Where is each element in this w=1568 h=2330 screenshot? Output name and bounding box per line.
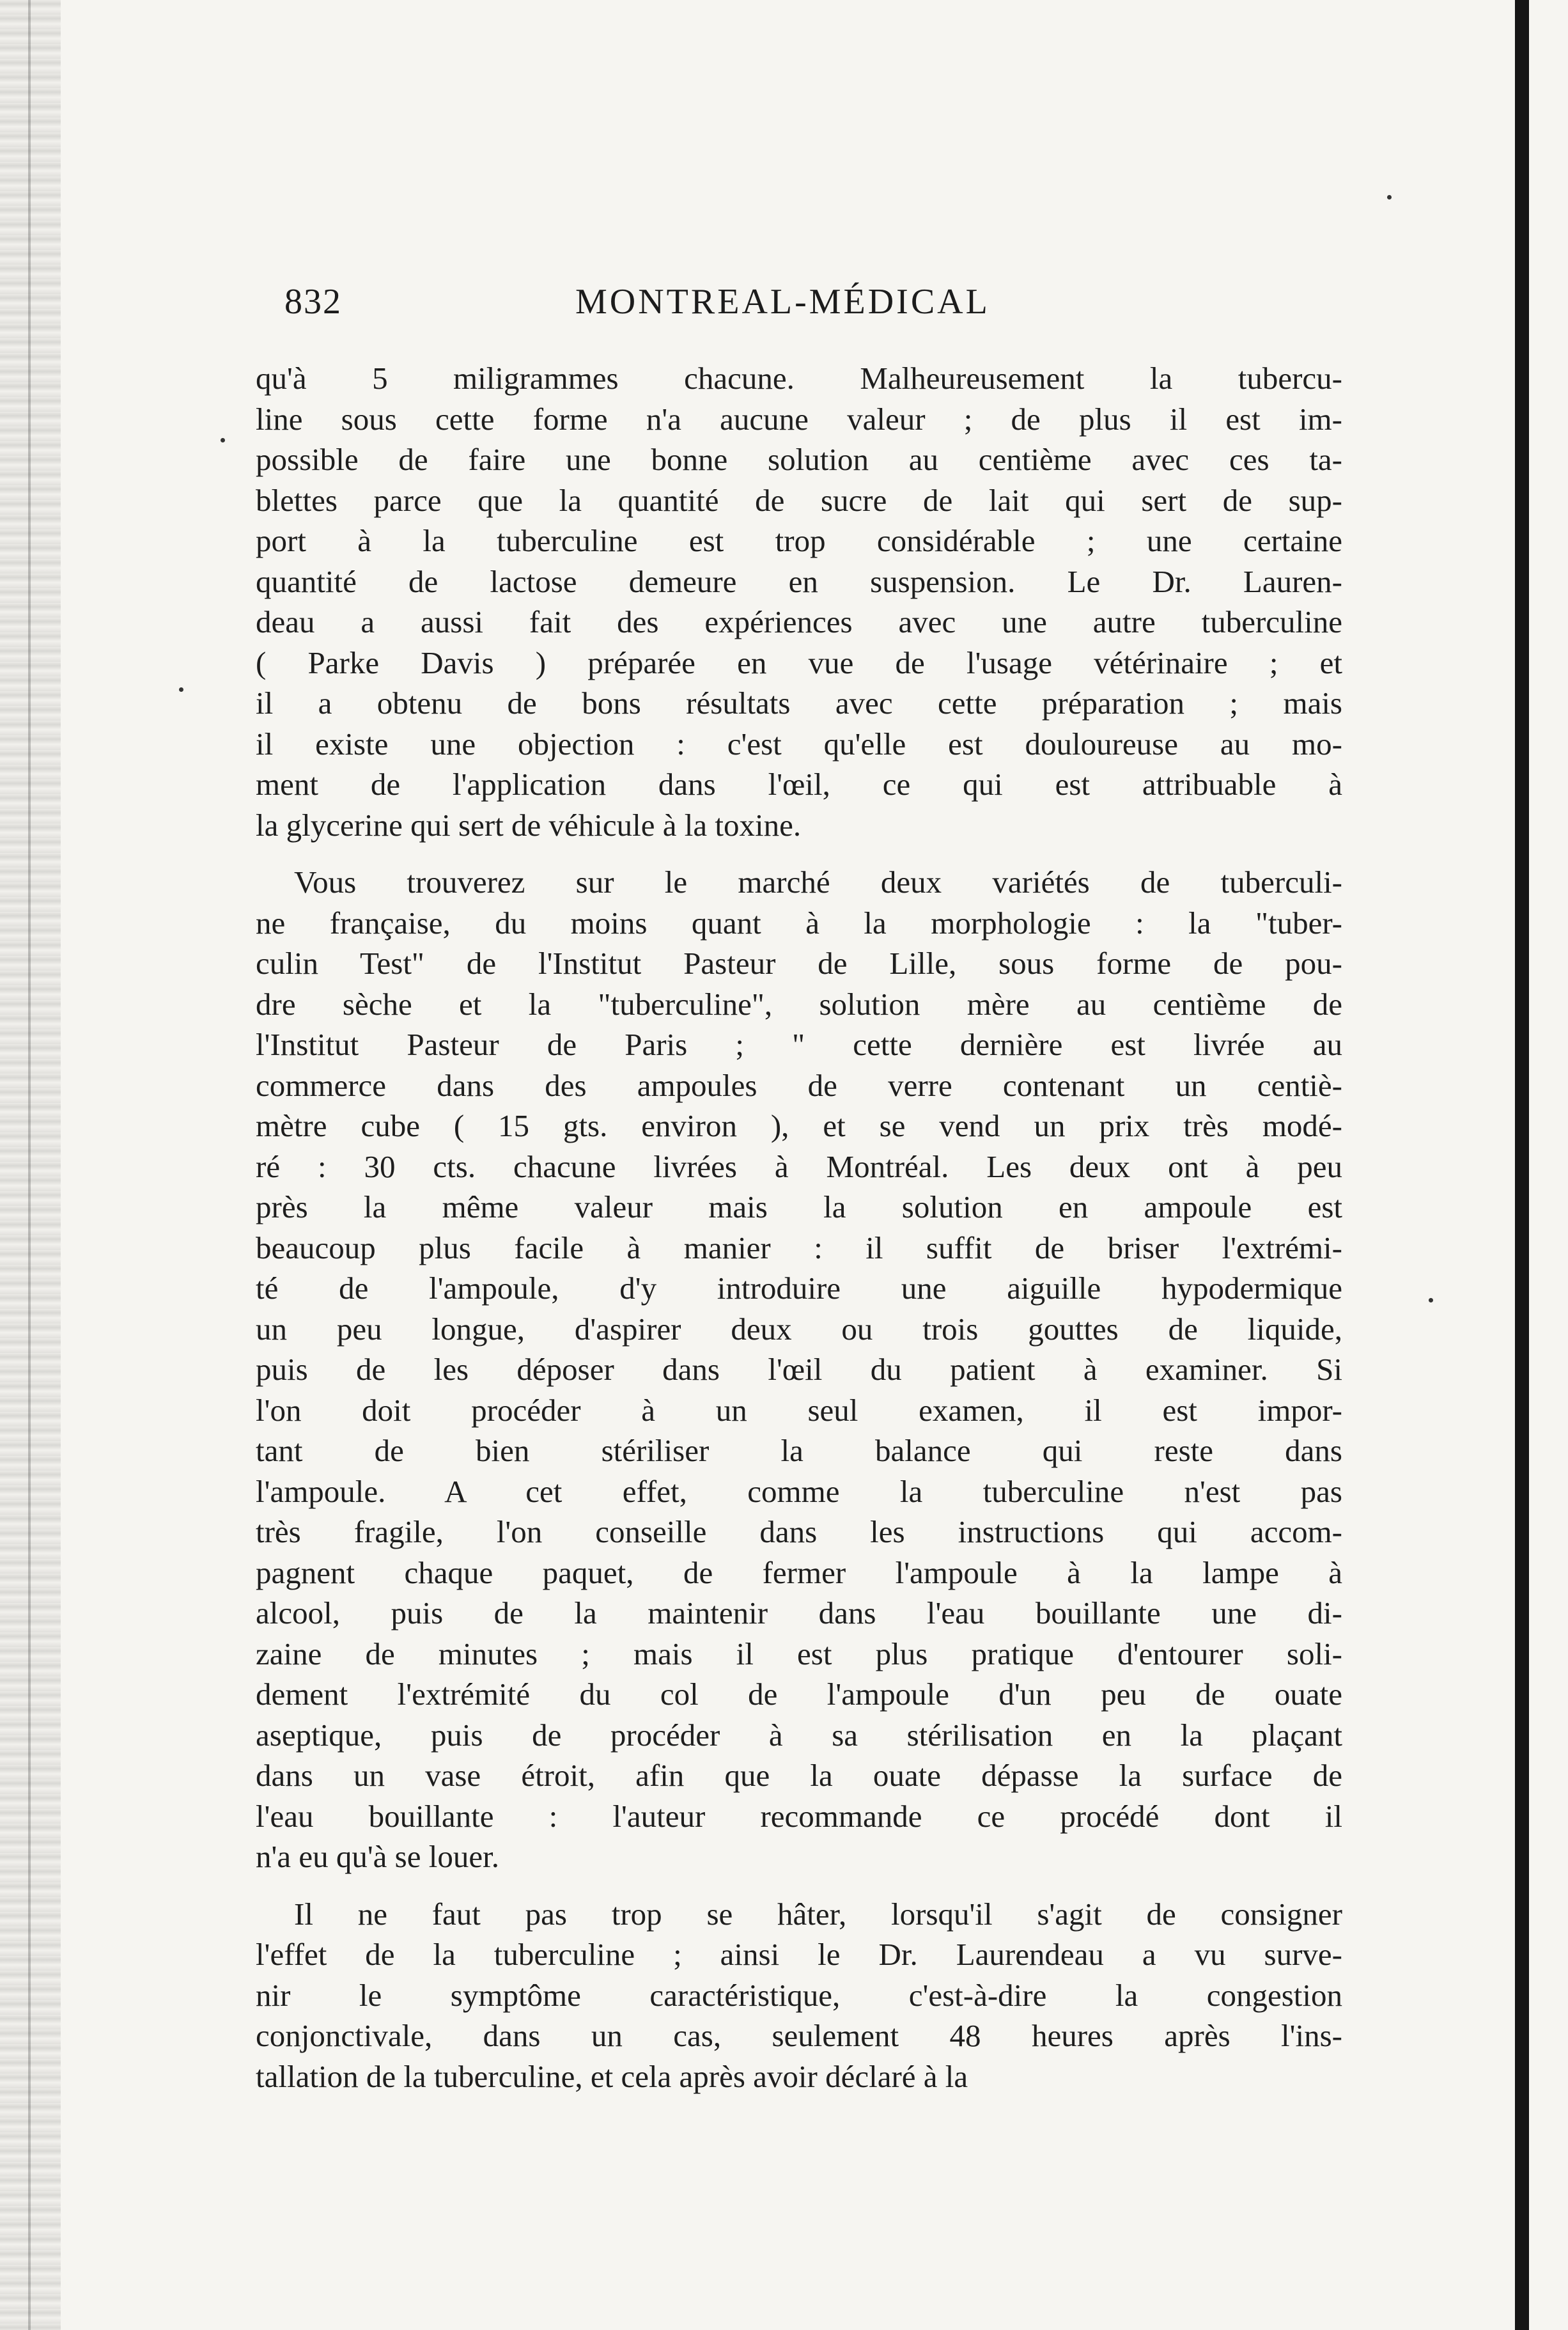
- text-line: il existe une objection : c'est qu'elle est douloureuse au mo-: [256, 726, 1342, 762]
- text-line: dement l'extrémité du col de l'ampoule d'un peu de ouate: [256, 1677, 1342, 1712]
- ink-speck: [221, 438, 225, 442]
- paragraph: [256, 1894, 1342, 2097]
- text-line: Il ne faut pas trop se hâter, lorsqu'il s'agit de consigner: [294, 1896, 1342, 1932]
- text-line: ( Parke Davis ) préparée en vue de l'usage vétérinaire ; et: [256, 645, 1342, 680]
- text-line: nir le symptôme caractéristique, c'est-à-dire la congestion: [256, 1977, 1342, 2013]
- article-body: [256, 358, 1342, 2097]
- page-number: 832: [284, 282, 342, 322]
- text-line: l'ampoule. A cet effet, comme la tuberculine n'est pas: [256, 1473, 1342, 1509]
- text-line: tant de bien stériliser la balance qui reste dans: [256, 1433, 1342, 1468]
- text-line: un peu longue, d'aspirer deux ou trois gouttes de liquide,: [256, 1311, 1342, 1347]
- text-line: ment de l'application dans l'œil, ce qui est attribuable à: [256, 767, 1342, 802]
- page-header: [284, 281, 1000, 332]
- text-line: alcool, puis de la maintenir dans l'eau bouillante une di-: [256, 1595, 1342, 1630]
- paragraph-gap: [256, 1877, 1342, 1894]
- text-line: qu'à 5 miligrammes chacune. Malheureusement la tubercu-: [256, 361, 1342, 396]
- text-line: ne française, du moins quant à la morphologie : la "tuber-: [256, 905, 1342, 941]
- text-line: l'effet de la tuberculine ; ainsi le Dr. Laurendeau a vu surve-: [256, 1937, 1342, 1972]
- paragraph: [256, 862, 1342, 1877]
- text-line: té de l'ampoule, d'y introduire une aiguille hypodermique: [256, 1271, 1342, 1306]
- ink-speck: [1387, 195, 1392, 199]
- scan-border: [1515, 0, 1529, 2330]
- text-line: près la même valeur mais la solution en ampoule est: [256, 1189, 1342, 1224]
- text-line: Vous trouverez sur le marché deux variétés de tuberculi-: [294, 864, 1342, 900]
- text-line: il a obtenu de bons résultats avec cette préparation ; mais: [256, 685, 1342, 721]
- running-head: MONTREAL-MÉDICAL: [575, 282, 990, 322]
- text-line: la glycerine qui sert de véhicule à la toxine.: [256, 807, 802, 843]
- text-line: très fragile, l'on conseille dans les instructions qui accom-: [256, 1514, 1342, 1549]
- text-line: possible de faire une bonne solution au centième avec ces ta-: [256, 442, 1342, 477]
- ink-speck: [179, 687, 183, 692]
- binding-edge: [0, 0, 61, 2330]
- text-line: conjonctivale, dans un cas, seulement 48 heures après l'ins-: [256, 2018, 1342, 2053]
- text-line: dre sèche et la "tuberculine", solution mère au centième de: [256, 986, 1342, 1022]
- text-line: ré : 30 cts. chacune livrées à Montréal. Les deux ont à peu: [256, 1148, 1342, 1184]
- text-line: puis de les déposer dans l'œil du patient à examiner. Si: [256, 1352, 1342, 1387]
- paragraph: [256, 358, 1342, 845]
- text-line: blettes parce que la quantité de sucre de lait qui sert de sup-: [256, 482, 1342, 518]
- text-line: commerce dans des ampoules de verre contenant un centiè-: [256, 1067, 1342, 1103]
- text-line: mètre cube ( 15 gts. environ ), et se vend un prix très modé-: [256, 1108, 1342, 1143]
- text-line: l'eau bouillante : l'auteur recommande ce procédé dont il: [256, 1798, 1342, 1834]
- text-line: line sous cette forme n'a aucune valeur ; de plus il est im-: [256, 401, 1342, 437]
- text-line: quantité de lactose demeure en suspension. Le Dr. Lauren-: [256, 563, 1342, 599]
- text-line: beaucoup plus facile à manier : il suffit de briser l'extrémi-: [256, 1230, 1342, 1265]
- text-line: culin Test" de l'Institut Pasteur de Lille, sous forme de pou-: [256, 946, 1342, 981]
- text-line: zaine de minutes ; mais il est plus pratique d'entourer soli-: [256, 1636, 1342, 1671]
- text-line: port à la tuberculine est trop considérable ; une certaine: [256, 523, 1342, 558]
- text-line: l'on doit procéder à un seul examen, il est impor-: [256, 1392, 1342, 1428]
- paragraph-gap: [256, 845, 1342, 862]
- text-line: dans un vase étroit, afin que la ouate dépasse la surface de: [256, 1758, 1342, 1793]
- text-line: n'a eu qu'à se louer.: [256, 1839, 499, 1874]
- ink-speck: [1429, 1298, 1433, 1302]
- text-line: deau a aussi fait des expériences avec une autre tuberculine: [256, 604, 1342, 639]
- text-line: pagnent chaque paquet, de fermer l'ampoule à la lampe à: [256, 1554, 1342, 1590]
- text-line: tallation de la tuberculine, et cela après avoir déclaré à la: [256, 2058, 968, 2094]
- text-line: aseptique, puis de procéder à sa stérilisation en la plaçant: [256, 1717, 1342, 1753]
- text-line: l'Institut Pasteur de Paris ; " cette dernière est livrée au: [256, 1027, 1342, 1062]
